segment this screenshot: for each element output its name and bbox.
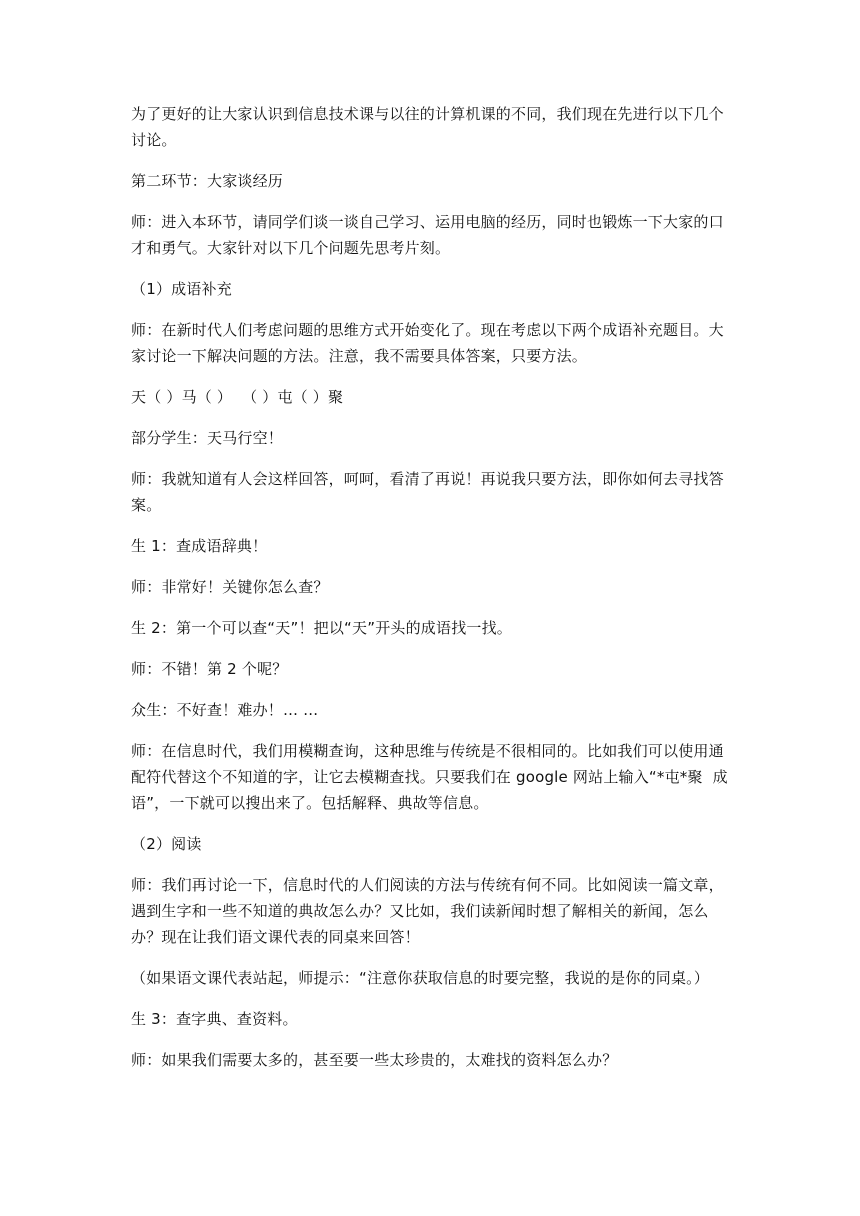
paragraph-teacher-final: 师：如果我们需要太多的，甚至要一些太珍贵的，太难找的资料怎么办？ [131,1051,618,1069]
paragraph-students-hard: 众生：不好查！难办！… … [131,701,319,719]
paragraph-teacher-ask: 师：非常好！关键你怎么查？ [131,578,329,596]
subheading-reading: （2）阅读 [131,835,202,853]
paragraph-teacher-second: 师：不错！第 2 个呢？ [131,660,288,678]
paragraph-students-answer: 部分学生：天马行空！ [131,429,284,447]
paragraph-teacher-idiom: 师：在新时代人们考虑问题的思维方式开始变化了。现在考虑以下两个成语补充题目。大家讨论一下解决问题的方法。注意，我不需要具体答案，只要方法。 [131,321,724,365]
paragraph-student-3: 生 3：查字典、查资料。 [131,1010,298,1028]
idiom-puzzle: 天（ ）马（ ） （ ）屯（ ）聚 [131,388,344,406]
paragraph-intro: 为了更好的让大家认识到信息技术课与以往的计算机课的不同，我们现在先进行以下几个讨论。 [131,105,724,149]
paragraph-teacher-reading: 师：我们再讨论一下，信息时代的人们阅读的方法与传统有何不同。比如阅读一篇文章，遇到生字和一些不知道的典故怎么办？又比如，我们读新闻时想了解相关的新闻，怎么办？现在让我们语文课代表的同桌来回答！ [131,876,724,946]
paragraph-teacher-hint: （如果语文课代表站起，师提示：“注意你获取信息的时要完整，我说的是你的同桌。） [131,969,710,987]
paragraph-student-2: 生 2：第一个可以查“天”！把以“天”开头的成语找一找。 [131,619,512,637]
section-heading-second-stage: 第二环节：大家谈经历 [131,172,284,190]
subheading-idiom-completion: （1）成语补充 [131,280,232,298]
paragraph-student-1: 生 1：查成语辞典！ [131,537,268,555]
paragraph-teacher-intro: 师：进入本环节，请同学们谈一谈自己学习、运用电脑的经历，同时也锻炼一下大家的口才和勇气。大家针对以下几个问题先思考片刻。 [131,213,724,257]
paragraph-teacher-fuzzy-search: 师：在信息时代，我们用模糊查询，这种思维与传统是不很相同的。比如我们可以使用通配符代替这个不知道的字，让它去模糊查找。只要我们在 google 网站上输入“*屯*聚 成语”，一下就可以搜出来了。包括解释、典故等信息。 [131,742,728,812]
paragraph-teacher-reply: 师：我就知道有人会这样回答，呵呵，看清了再说！再说我只要方法，即你如何去寻找答案。 [131,470,724,514]
document-page [131,101,731,1088]
